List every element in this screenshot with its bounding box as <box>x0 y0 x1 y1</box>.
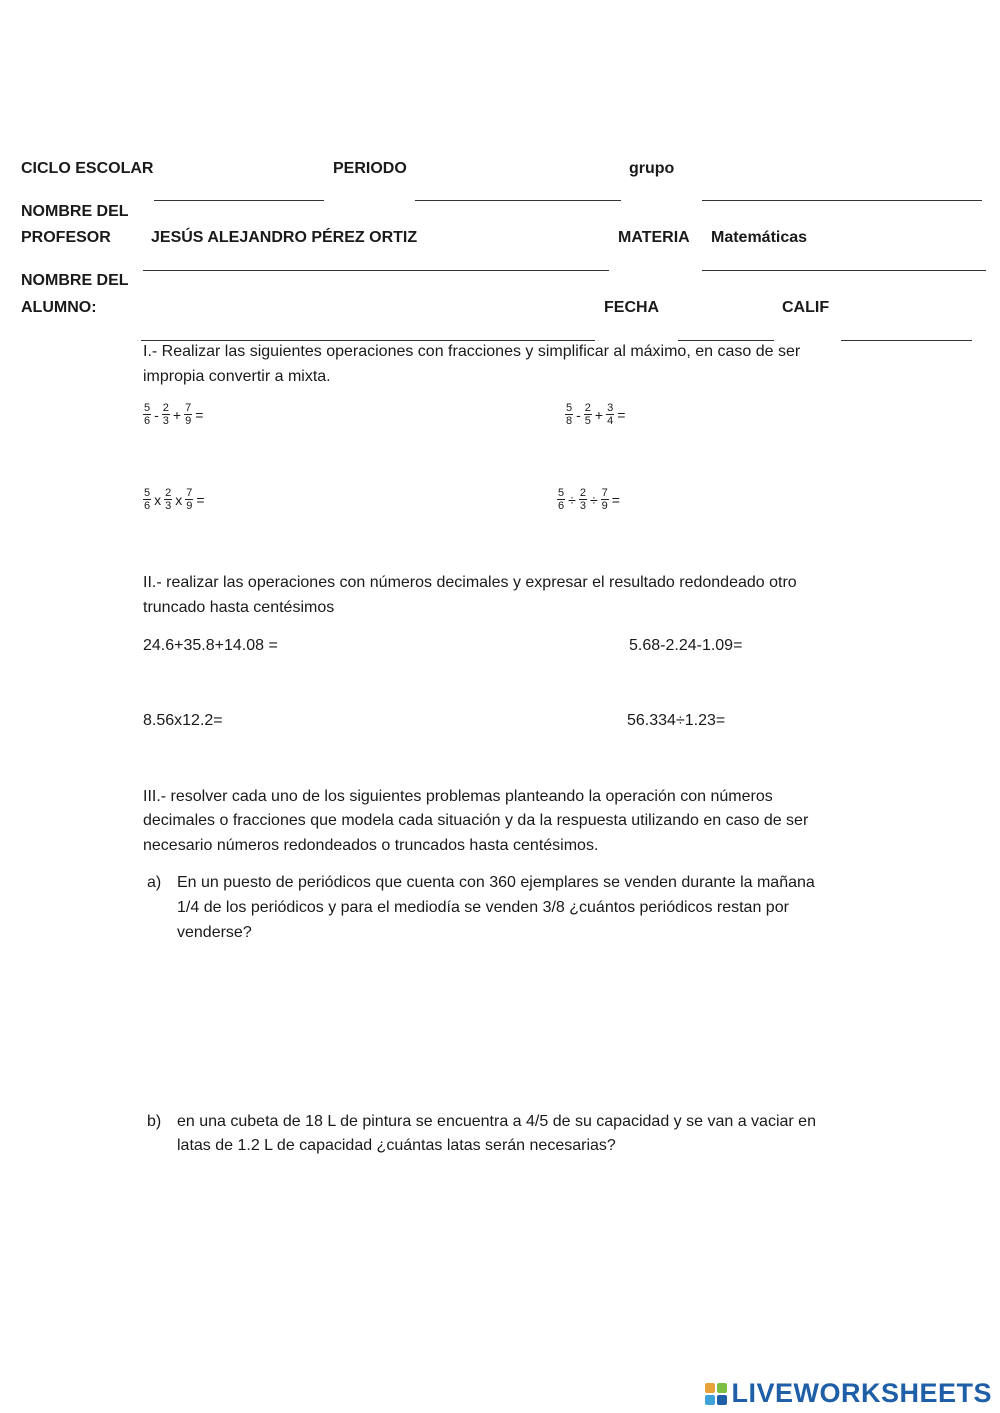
section2-instruction-line1: II.- realizar las operaciones con números decimales y expresar el resultado redondeado otro <box>143 574 797 591</box>
fraction-3: $\frac{7}{9}$ <box>185 402 192 427</box>
fraction-2: $\frac{2}{5}$ <box>584 402 591 427</box>
section2-instruction-line2: truncado hasta centésimos <box>143 599 335 616</box>
decimal-exercise-2: 5.68-2.24-1.09= <box>629 637 743 654</box>
grupo-field[interactable] <box>702 200 982 201</box>
decimal-exercise-4: 56.334÷1.23= <box>627 712 726 729</box>
problem-a-line3: venderse? <box>177 924 252 941</box>
fraction-2: $\frac{2}{3}$ <box>579 487 586 512</box>
profesor-label-line1: NOMBRE DEL <box>21 203 129 220</box>
logo-text: LIVEWORKSHEETS <box>731 1378 992 1408</box>
alumno-label-line2: ALUMNO: <box>21 299 97 316</box>
calif-field[interactable] <box>841 340 972 341</box>
problem-a-line1: En un puesto de periódicos que cuenta con 360 ejemplares se venden durante la mañana <box>177 874 815 891</box>
fraction-3: $\frac{7}{9}$ <box>601 487 608 512</box>
fraction-1: $\frac{5}{6}$ <box>558 487 565 512</box>
fraction-1: $\frac{5}{6}$ <box>144 402 151 427</box>
fraction-exercise-1: $\frac{5}{6}$ - $\frac{2}{3}$ + $\frac{7}{9}$ = <box>144 402 204 427</box>
materia-field-line <box>702 270 986 271</box>
fraction-1: $\frac{5}{8}$ <box>566 402 573 427</box>
fraction-exercise-4: $\frac{5}{6}$ ÷ $\frac{2}{3}$ ÷ $\frac{7}{9}$ = <box>558 487 620 512</box>
fecha-label: FECHA <box>604 299 660 316</box>
materia-label: MATERIA <box>618 229 690 246</box>
problem-b-line1: en una cubeta de 18 L de pintura se encuentra a 4/5 de su capacidad y se van a vaciar en <box>177 1113 816 1130</box>
fraction-3: $\frac{3}{4}$ <box>607 402 614 427</box>
calif-label: CALIF <box>782 299 830 316</box>
section1-instruction-line2: impropia convertir a mixta. <box>143 368 331 385</box>
section3-instruction-line2: decimales o fracciones que modela cada situación y da la respuesta utilizando en caso de ser <box>143 812 809 829</box>
problem-b-line2: latas de 1.2 L de capacidad ¿cuántas latas serán necesarias? <box>177 1137 616 1154</box>
profesor-label-line2: PROFESOR <box>21 229 111 246</box>
fraction-exercise-3: $\frac{5}{6}$ x $\frac{2}{3}$ x $\frac{7}{9}$ = <box>144 487 205 512</box>
liveworksheets-logo <box>705 1378 992 1409</box>
section1-instruction-line1: I.- Realizar las siguientes operaciones con fracciones y simplificar al máximo, en caso de ser <box>143 343 801 360</box>
grupo-label: grupo <box>629 160 675 177</box>
fraction-3: $\frac{7}{9}$ <box>186 487 193 512</box>
problem-b-marker: b) <box>147 1113 162 1130</box>
fraction-1: $\frac{5}{6}$ <box>144 487 151 512</box>
periodo-label: PERIODO <box>333 160 407 177</box>
problem-a-marker: a) <box>147 874 162 891</box>
fraction-2: $\frac{2}{3}$ <box>165 487 172 512</box>
logo-grid-icon <box>705 1383 727 1405</box>
ciclo-escolar-field[interactable] <box>154 200 324 201</box>
profesor-field-line <box>143 270 609 271</box>
periodo-field[interactable] <box>415 200 621 201</box>
profesor-value: JESÚS ALEJANDRO PÉREZ ORTIZ <box>151 229 418 246</box>
decimal-exercise-1: 24.6+35.8+14.08 = <box>143 637 278 654</box>
fraction-2: $\frac{2}{3}$ <box>162 402 169 427</box>
materia-value: Matemáticas <box>711 229 808 246</box>
decimal-exercise-3: 8.56x12.2= <box>143 712 223 729</box>
alumno-label-line1: NOMBRE DEL <box>21 272 129 289</box>
problem-a-line2: 1/4 de los periódicos y para el mediodía se venden 3/8 ¿cuántos periódicos restan por <box>177 899 789 916</box>
ciclo-escolar-label: CICLO ESCOLAR <box>21 160 154 177</box>
section3-instruction-line3: necesario números redondeados o truncados hasta centésimos. <box>143 837 599 854</box>
fraction-exercise-2: $\frac{5}{8}$ - $\frac{2}{5}$ + $\frac{3}{4}$ = <box>566 402 626 427</box>
section3-instruction-line1: III.- resolver cada uno de los siguientes problemas planteando la operación con números <box>143 788 773 805</box>
